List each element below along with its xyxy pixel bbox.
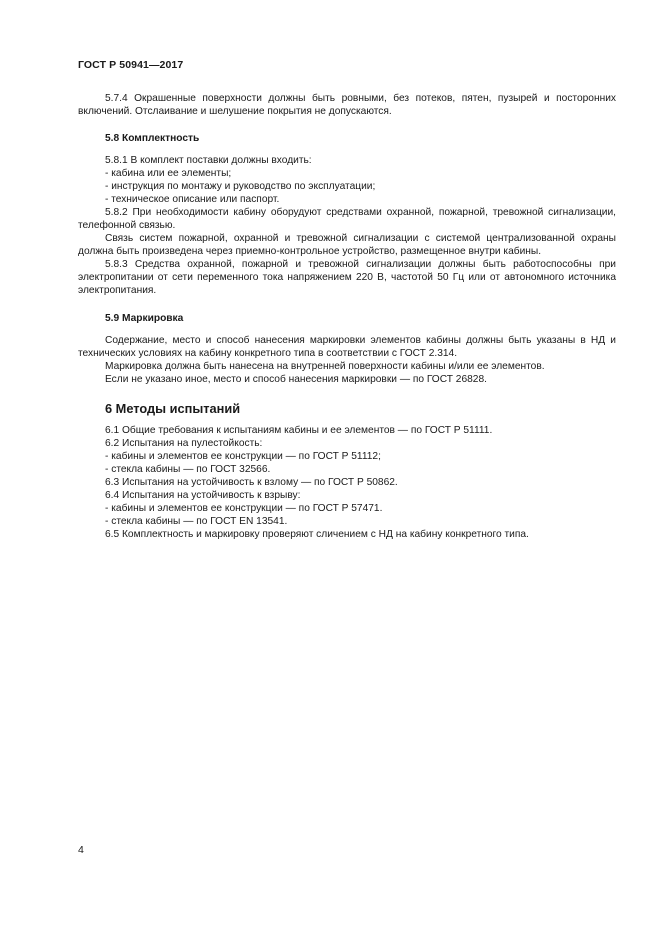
paragraph-5-7-4: 5.7.4 Окрашенные поверхности должны быть ровными, без потеков, пятен, пузырей и посторонних включений. Отслаивание и шелушение покрытия не допускаются.: [78, 93, 616, 117]
paragraph-5-9-a: Содержание, место и способ нанесения маркировки элементов кабины должны быть указаны в НД и технических условиях на кабину конкретного типа в соответствии с ГОСТ 2.314.: [78, 335, 616, 359]
paragraph-5-8-2-b: Связь систем пожарной, охранной и тревожной сигнализации с системой централизованной охраны должна быть произведена через приемно-контрольное устройство, размещенное внутри кабины.: [78, 233, 616, 257]
paragraph-6-1: 6.1 Общие требования к испытаниям кабины и ее элементов — по ГОСТ Р 51111.: [105, 425, 493, 436]
document-header: ГОСТ Р 50941—2017: [78, 59, 184, 71]
paragraph-6-3: 6.3 Испытания на устойчивость к взлому — по ГОСТ Р 50862.: [105, 477, 398, 488]
list-item: - техническое описание или паспорт.: [105, 194, 280, 205]
paragraph-5-8-2: 5.8.2 При необходимости кабину оборудуют средствами охранной, пожарной, тревожной сигнализации, телефонной связью.: [78, 207, 616, 231]
section-heading-6: 6 Методы испытаний: [105, 401, 241, 416]
paragraph-6-2: 6.2 Испытания на пулестойкость:: [105, 438, 263, 449]
document-body: [78, 92, 616, 541]
section-heading-5-8: 5.8 Комплектность: [105, 133, 200, 144]
section-heading-5-9: 5.9 Маркировка: [105, 313, 184, 324]
paragraph-5-9-c: Если не указано иное, место и способ нанесения маркировки — по ГОСТ 26828.: [105, 374, 487, 385]
paragraph-5-8-1: 5.8.1 В комплект поставки должны входить:: [105, 155, 312, 166]
list-item: - кабины и элементов ее конструкции — по ГОСТ Р 57471.: [105, 503, 383, 514]
page-number: 4: [78, 844, 84, 856]
paragraph-6-5: 6.5 Комплектность и маркировку проверяют сличением с НД на кабину конкретного типа.: [105, 529, 529, 540]
list-item: - кабины и элементов ее конструкции — по ГОСТ Р 51112;: [105, 451, 381, 462]
paragraph-5-8-3: 5.8.3 Средства охранной, пожарной и тревожной сигнализации должны быть работоспособны при электропитании от сети переменного тока напряжением 220 В, частотой 50 Гц или от автономного источника электропитания.: [78, 259, 616, 296]
list-item: - стекла кабины — по ГОСТ EN 13541.: [105, 516, 288, 527]
list-item: - стекла кабины — по ГОСТ 32566.: [105, 464, 271, 475]
list-item: - инструкция по монтажу и руководство по эксплуатации;: [105, 181, 376, 192]
list-item: - кабина или ее элементы;: [105, 168, 232, 179]
paragraph-6-4: 6.4 Испытания на устойчивость к взрыву:: [105, 490, 301, 501]
paragraph-5-9-b: Маркировка должна быть нанесена на внутренней поверхности кабины и/или ее элементов.: [105, 361, 545, 372]
